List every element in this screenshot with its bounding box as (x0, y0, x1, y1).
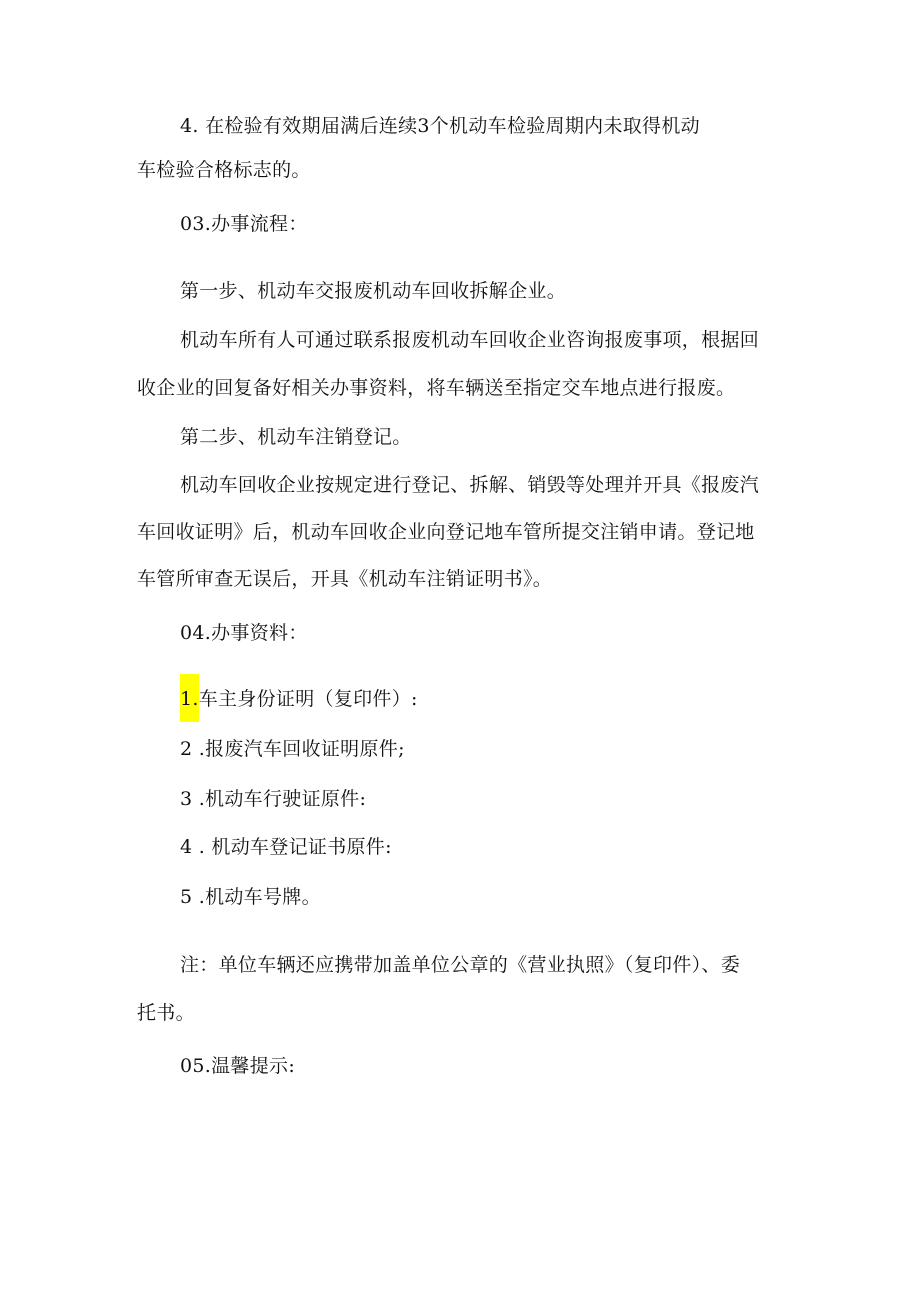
list-item-text: 车主身份证明（复印件）: (198, 688, 418, 710)
paragraph-line: 车回收证明》后，机动车回收企业向登记地车管所提交注销申请。登记地 (137, 521, 755, 543)
step-heading: 第一步、机动车交报废机动车回收拆解企业。 (180, 280, 567, 302)
section-heading: 03.办事流程： (180, 213, 308, 235)
list-item: 3 .机动车行驶证原件: (180, 788, 367, 810)
list-item: 5 .机动车号牌。 (180, 886, 321, 908)
list-item: 4 . 机动车登记证书原件: (180, 836, 392, 858)
paragraph-line: 机动车所有人可通过联系报废机动车回收企业咨询报废事项，根据回 (180, 329, 760, 351)
note-line: 注：单位车辆还应携带加盖单位公章的《营业执照》（复印件）、委 (180, 954, 741, 976)
step-heading: 第二步、机动车注销登记。 (180, 426, 412, 448)
list-item (180, 686, 418, 712)
paragraph-line: 机动车回收企业按规定进行登记、拆解、销毁等处理并开具《报废汽 (180, 474, 760, 496)
paragraph-line: 车检验合格标志的。 (137, 159, 311, 181)
list-item: 2 .报废汽车回收证明原件; (180, 738, 405, 760)
paragraph-line: 4. 在检验有效期届满后连续3个机动车检验周期内未取得机动 (180, 115, 700, 137)
paragraph-line: 车管所审查无误后，开具《机动车注销证明书》。 (137, 568, 553, 590)
section-heading: 05.温馨提示: (180, 1055, 296, 1077)
section-heading: 04.办事资料： (180, 622, 308, 644)
paragraph-line: 收企业的回复备好相关办事资料，将车辆送至指定交车地点进行报废。 (137, 377, 736, 399)
highlighted-number: 1. (180, 674, 199, 722)
note-line: 托书。 (137, 1002, 195, 1024)
